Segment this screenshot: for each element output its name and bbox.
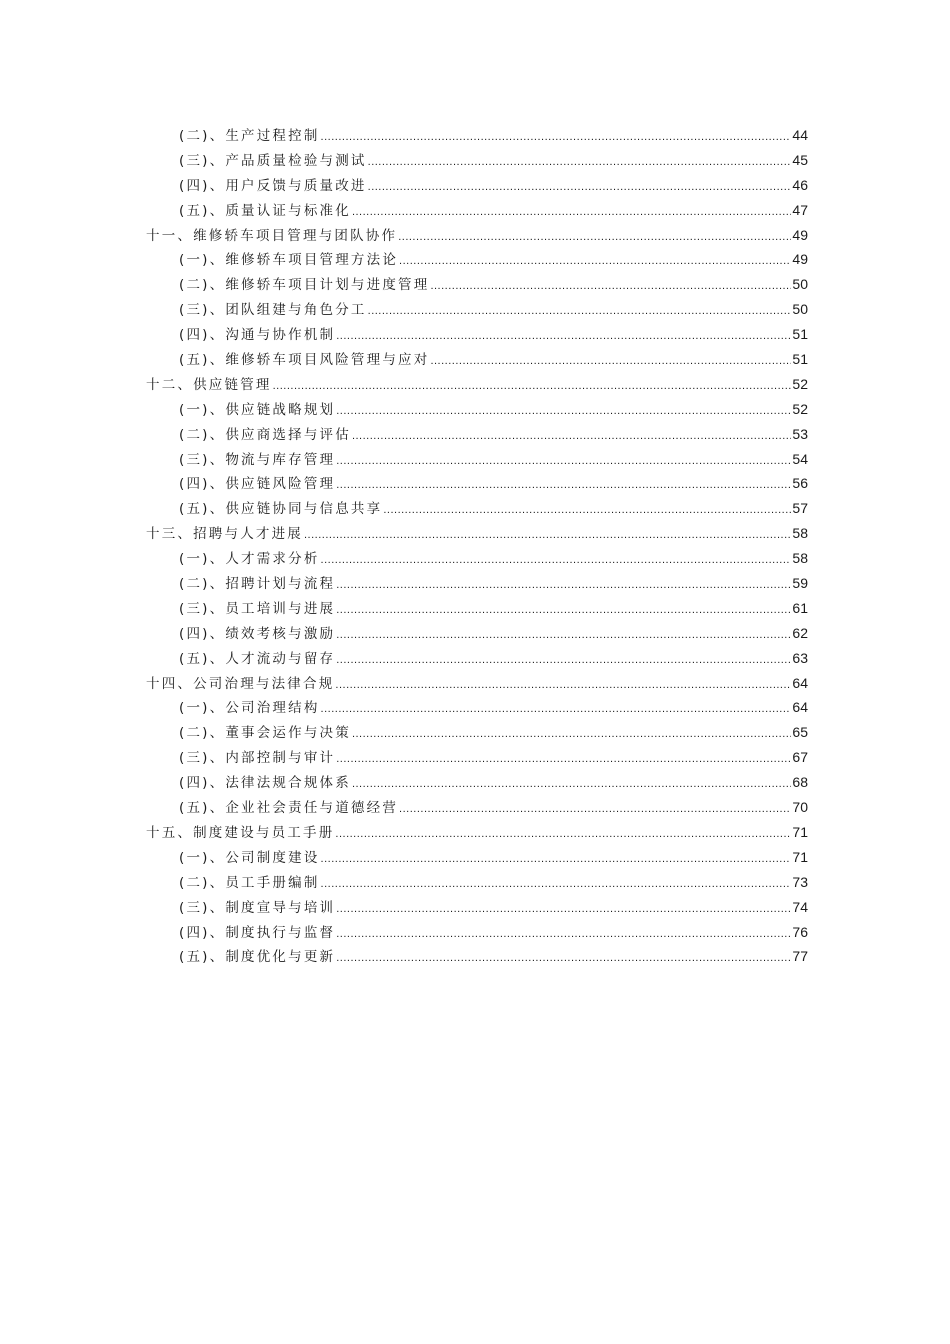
toc-chapter-entry[interactable] bbox=[146, 522, 808, 547]
toc-section-entry[interactable] bbox=[146, 622, 808, 647]
toc-dot-leader bbox=[335, 828, 791, 840]
table-of-contents bbox=[146, 124, 808, 970]
toc-page-number: 45 bbox=[792, 151, 808, 168]
toc-page-number: 51 bbox=[792, 326, 808, 343]
toc-page-number: 59 bbox=[792, 575, 808, 592]
toc-dot-leader bbox=[336, 330, 791, 342]
toc-section-entry[interactable] bbox=[146, 248, 808, 273]
toc-entry-title: (二)、董事会运作与决策 bbox=[179, 725, 351, 742]
toc-section-entry[interactable] bbox=[146, 398, 808, 423]
toc-entry-title: (四)、绩效考核与激励 bbox=[179, 625, 336, 642]
toc-entry-title: (五)、人才流动与留存 bbox=[179, 650, 336, 667]
toc-section-entry[interactable] bbox=[146, 921, 808, 946]
toc-section-entry[interactable] bbox=[146, 647, 808, 672]
toc-dot-leader bbox=[273, 380, 792, 392]
toc-section-entry[interactable] bbox=[146, 348, 808, 373]
toc-entry-title: (二)、员工手册编制 bbox=[179, 874, 320, 891]
toc-entry-title: (三)、内部控制与审计 bbox=[179, 750, 336, 767]
toc-dot-leader bbox=[352, 430, 791, 442]
toc-section-entry[interactable] bbox=[146, 796, 808, 821]
toc-chapter-entry[interactable] bbox=[146, 224, 808, 249]
toc-dot-leader bbox=[336, 579, 791, 591]
toc-dot-leader bbox=[304, 529, 791, 541]
toc-page-number: 68 bbox=[792, 774, 808, 791]
toc-section-entry[interactable] bbox=[146, 448, 808, 473]
toc-page-number: 70 bbox=[792, 799, 808, 816]
toc-dot-leader bbox=[336, 928, 791, 940]
toc-page-number: 53 bbox=[792, 425, 808, 442]
toc-dot-leader bbox=[336, 903, 791, 915]
toc-entry-title: 十二、供应链管理 bbox=[146, 376, 272, 393]
toc-entry-title: (三)、团队组建与角色分工 bbox=[179, 302, 367, 319]
toc-page-number: 57 bbox=[792, 500, 808, 517]
toc-section-entry[interactable] bbox=[146, 149, 808, 174]
toc-dot-leader bbox=[399, 255, 791, 267]
toc-dot-leader bbox=[336, 952, 791, 964]
toc-chapter-entry[interactable] bbox=[146, 821, 808, 846]
toc-section-entry[interactable] bbox=[146, 945, 808, 970]
toc-section-entry[interactable] bbox=[146, 547, 808, 572]
toc-page-number: 64 bbox=[792, 674, 808, 691]
toc-page-number: 50 bbox=[792, 276, 808, 293]
toc-entry-title: (二)、供应商选择与评估 bbox=[179, 426, 351, 443]
toc-dot-leader bbox=[352, 728, 791, 740]
toc-section-entry[interactable] bbox=[146, 174, 808, 199]
toc-entry-title: 十一、维修轿车项目管理与团队协作 bbox=[146, 227, 398, 244]
toc-section-entry[interactable] bbox=[146, 199, 808, 224]
toc-entry-title: 十五、制度建设与员工手册 bbox=[146, 824, 335, 841]
toc-section-entry[interactable] bbox=[146, 597, 808, 622]
toc-page-number: 49 bbox=[792, 226, 808, 243]
toc-entry-title: (三)、物流与库存管理 bbox=[179, 451, 336, 468]
toc-chapter-entry[interactable] bbox=[146, 672, 808, 697]
toc-dot-leader bbox=[336, 455, 791, 467]
toc-page-number: 64 bbox=[792, 699, 808, 716]
toc-dot-leader bbox=[336, 405, 791, 417]
toc-dot-leader bbox=[336, 604, 791, 616]
toc-dot-leader bbox=[383, 504, 791, 516]
toc-page-number: 47 bbox=[792, 201, 808, 218]
toc-page-number: 52 bbox=[792, 375, 808, 392]
toc-dot-leader bbox=[336, 629, 791, 641]
toc-entry-title: (一)、人才需求分析 bbox=[179, 551, 320, 568]
toc-entry-title: (二)、维修轿车项目计划与进度管理 bbox=[179, 277, 430, 294]
toc-page-number: 49 bbox=[792, 251, 808, 268]
toc-entry-title: (五)、企业社会责任与道德经营 bbox=[179, 800, 399, 817]
toc-entry-title: (五)、供应链协同与信息共享 bbox=[179, 501, 383, 518]
toc-section-entry[interactable] bbox=[146, 871, 808, 896]
toc-page-number: 71 bbox=[792, 848, 808, 865]
toc-page-number: 52 bbox=[792, 400, 808, 417]
toc-entry-title: (三)、员工培训与进展 bbox=[179, 600, 336, 617]
toc-dot-leader bbox=[399, 803, 791, 815]
toc-entry-title: (四)、制度执行与监督 bbox=[179, 924, 336, 941]
toc-section-entry[interactable] bbox=[146, 746, 808, 771]
toc-section-entry[interactable] bbox=[146, 721, 808, 746]
toc-entry-title: (五)、制度优化与更新 bbox=[179, 949, 336, 966]
toc-page-number: 67 bbox=[792, 749, 808, 766]
toc-page-number: 63 bbox=[792, 649, 808, 666]
toc-dot-leader bbox=[321, 131, 792, 143]
toc-entry-title: (四)、供应链风险管理 bbox=[179, 476, 336, 493]
toc-page-number: 51 bbox=[792, 351, 808, 368]
toc-section-entry[interactable] bbox=[146, 497, 808, 522]
toc-dot-leader bbox=[352, 778, 791, 790]
toc-section-entry[interactable] bbox=[146, 323, 808, 348]
toc-dot-leader bbox=[336, 654, 791, 666]
toc-section-entry[interactable] bbox=[146, 298, 808, 323]
toc-entry-title: (一)、维修轿车项目管理方法论 bbox=[179, 252, 399, 269]
toc-section-entry[interactable] bbox=[146, 273, 808, 298]
toc-chapter-entry[interactable] bbox=[146, 373, 808, 398]
toc-dot-leader bbox=[321, 703, 792, 715]
toc-entry-title: (五)、维修轿车项目风险管理与应对 bbox=[179, 352, 430, 369]
toc-dot-leader bbox=[368, 305, 792, 317]
toc-page-number: 65 bbox=[792, 724, 808, 741]
toc-page-number: 58 bbox=[792, 525, 808, 542]
toc-dot-leader bbox=[368, 156, 792, 168]
toc-dot-leader bbox=[368, 181, 792, 193]
toc-section-entry[interactable] bbox=[146, 472, 808, 497]
toc-entry-title: (二)、生产过程控制 bbox=[179, 128, 320, 144]
toc-page-number: 56 bbox=[792, 475, 808, 492]
toc-entry-title: (一)、供应链战略规划 bbox=[179, 401, 336, 418]
toc-dot-leader bbox=[336, 753, 791, 765]
toc-page-number: 46 bbox=[792, 176, 808, 193]
toc-entry-title: (四)、法律法规合规体系 bbox=[179, 775, 351, 792]
toc-entry-title: (三)、产品质量检验与测试 bbox=[179, 152, 367, 169]
toc-entry-title: (一)、公司治理结构 bbox=[179, 700, 320, 717]
toc-dot-leader bbox=[335, 679, 791, 691]
toc-page-number: 73 bbox=[792, 873, 808, 890]
toc-page-number: 61 bbox=[792, 599, 808, 616]
toc-dot-leader bbox=[336, 479, 791, 491]
toc-section-entry[interactable] bbox=[146, 771, 808, 796]
toc-page-number: 76 bbox=[792, 923, 808, 940]
toc-dot-leader bbox=[430, 280, 791, 292]
toc-entry-title: (四)、用户反馈与质量改进 bbox=[179, 177, 367, 194]
toc-entry-title: (四)、沟通与协作机制 bbox=[179, 327, 336, 344]
toc-dot-leader bbox=[430, 355, 791, 367]
toc-page-number: 58 bbox=[792, 550, 808, 567]
toc-page-number: 77 bbox=[792, 948, 808, 965]
toc-page-number: 62 bbox=[792, 624, 808, 641]
toc-entry-title: (三)、制度宣导与培训 bbox=[179, 899, 336, 916]
toc-page-number: 50 bbox=[792, 301, 808, 318]
toc-section-entry[interactable] bbox=[146, 423, 808, 448]
toc-dot-leader bbox=[321, 878, 792, 890]
toc-section-entry[interactable] bbox=[146, 124, 808, 149]
toc-dot-leader bbox=[321, 853, 792, 865]
toc-entry-title: 十四、公司治理与法律合规 bbox=[146, 675, 335, 692]
toc-dot-leader bbox=[398, 231, 791, 243]
toc-section-entry[interactable] bbox=[146, 572, 808, 597]
toc-page-number: 71 bbox=[792, 823, 808, 840]
toc-page-number: 74 bbox=[792, 898, 808, 915]
toc-entry-title: (五)、质量认证与标准化 bbox=[179, 202, 351, 219]
toc-section-entry[interactable] bbox=[146, 696, 808, 721]
toc-dot-leader bbox=[321, 554, 792, 566]
toc-entry-title: (一)、公司制度建设 bbox=[179, 849, 320, 866]
toc-entry-title: 十三、招聘与人才进展 bbox=[146, 526, 303, 543]
toc-page-number: 44 bbox=[792, 127, 808, 143]
toc-page-number: 54 bbox=[792, 450, 808, 467]
toc-section-entry[interactable] bbox=[146, 846, 808, 871]
toc-dot-leader bbox=[352, 206, 791, 218]
toc-entry-title: (二)、招聘计划与流程 bbox=[179, 576, 336, 593]
toc-section-entry[interactable] bbox=[146, 896, 808, 921]
